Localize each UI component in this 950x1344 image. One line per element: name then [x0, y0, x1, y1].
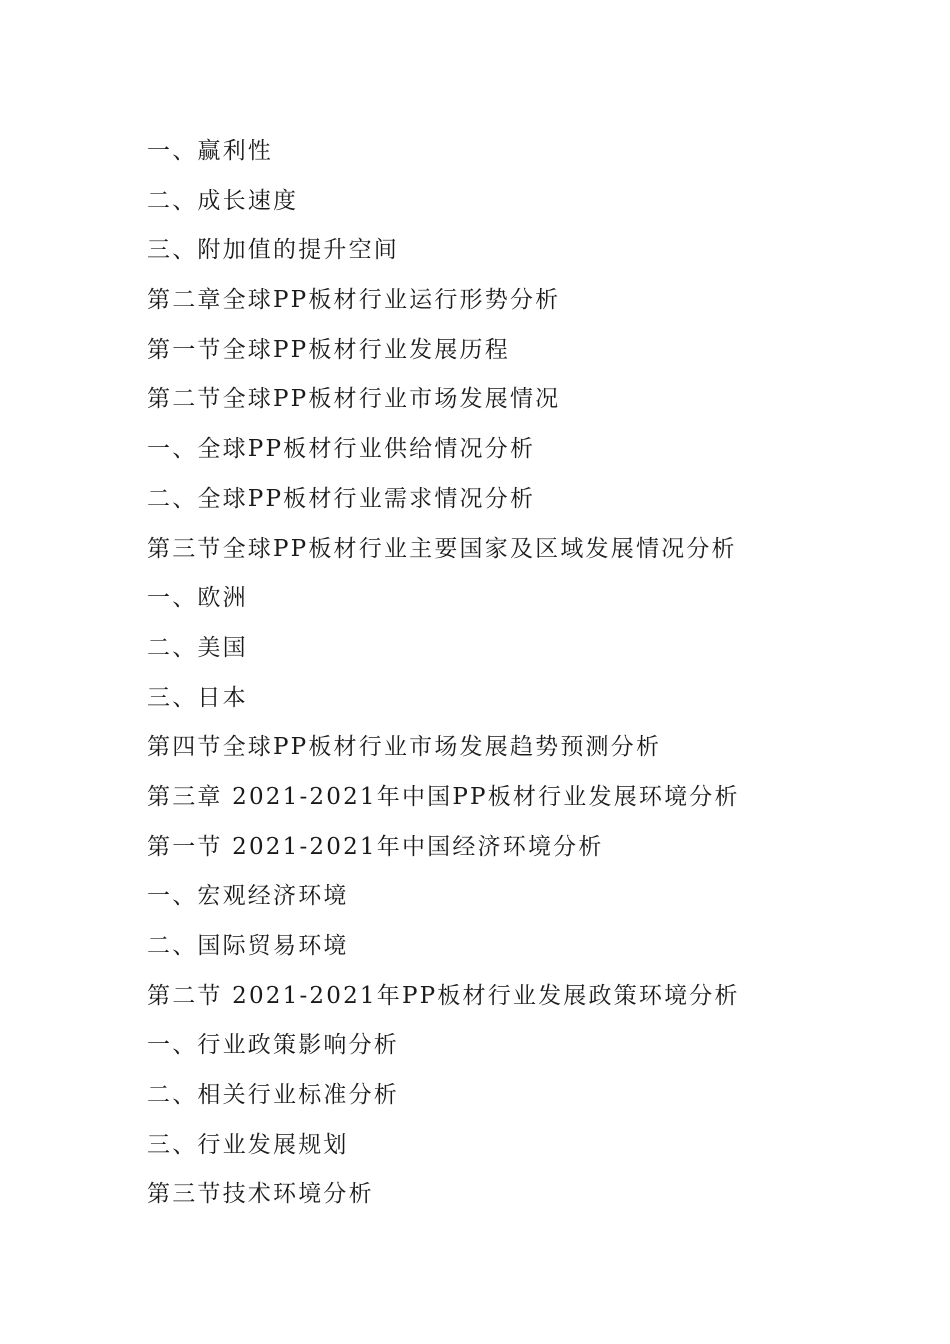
toc-line: 二、全球PP板材行业需求情况分析 — [147, 485, 536, 512]
toc-line: 三、附加值的提升空间 — [147, 237, 399, 264]
toc-line: 二、国际贸易环境 — [147, 933, 349, 959]
toc-line: 二、成长速度 — [147, 187, 299, 214]
toc-line: 二、美国 — [147, 634, 248, 661]
toc-line: 第二章全球PP板材行业运行形势分析 — [147, 287, 561, 314]
toc-line: 二、相关行业标准分析 — [147, 1082, 399, 1109]
toc-line: 三、行业发展规划 — [147, 1131, 349, 1158]
toc-line: 第三节全球PP板材行业主要国家及区域发展情况分析 — [147, 535, 737, 562]
toc-line: 第三节技术环境分析 — [147, 1181, 374, 1208]
table-of-contents — [147, 127, 740, 1220]
toc-line: 一、欧洲 — [147, 585, 248, 612]
toc-line: 第二节全球PP板材行业市场发展情况 — [147, 386, 561, 413]
toc-line: 第一节全球PP板材行业发展历程 — [147, 336, 510, 363]
toc-line: 一、行业政策影响分析 — [147, 1032, 399, 1059]
toc-line: 三、日本 — [147, 684, 248, 711]
toc-line: 一、赢利性 — [147, 138, 273, 164]
toc-line: 一、宏观经济环境 — [147, 883, 349, 910]
toc-line: 第一节 2021-2021年中国经济环境分析 — [147, 833, 604, 860]
toc-line: 第四节全球PP板材行业市场发展趋势预测分析 — [147, 734, 662, 761]
toc-line: 一、全球PP板材行业供给情况分析 — [147, 436, 536, 463]
toc-line: 第三章 2021-2021年中国PP板材行业发展环境分析 — [147, 783, 740, 810]
toc-line: 第二节 2021-2021年PP板材行业发展政策环境分析 — [147, 982, 740, 1009]
